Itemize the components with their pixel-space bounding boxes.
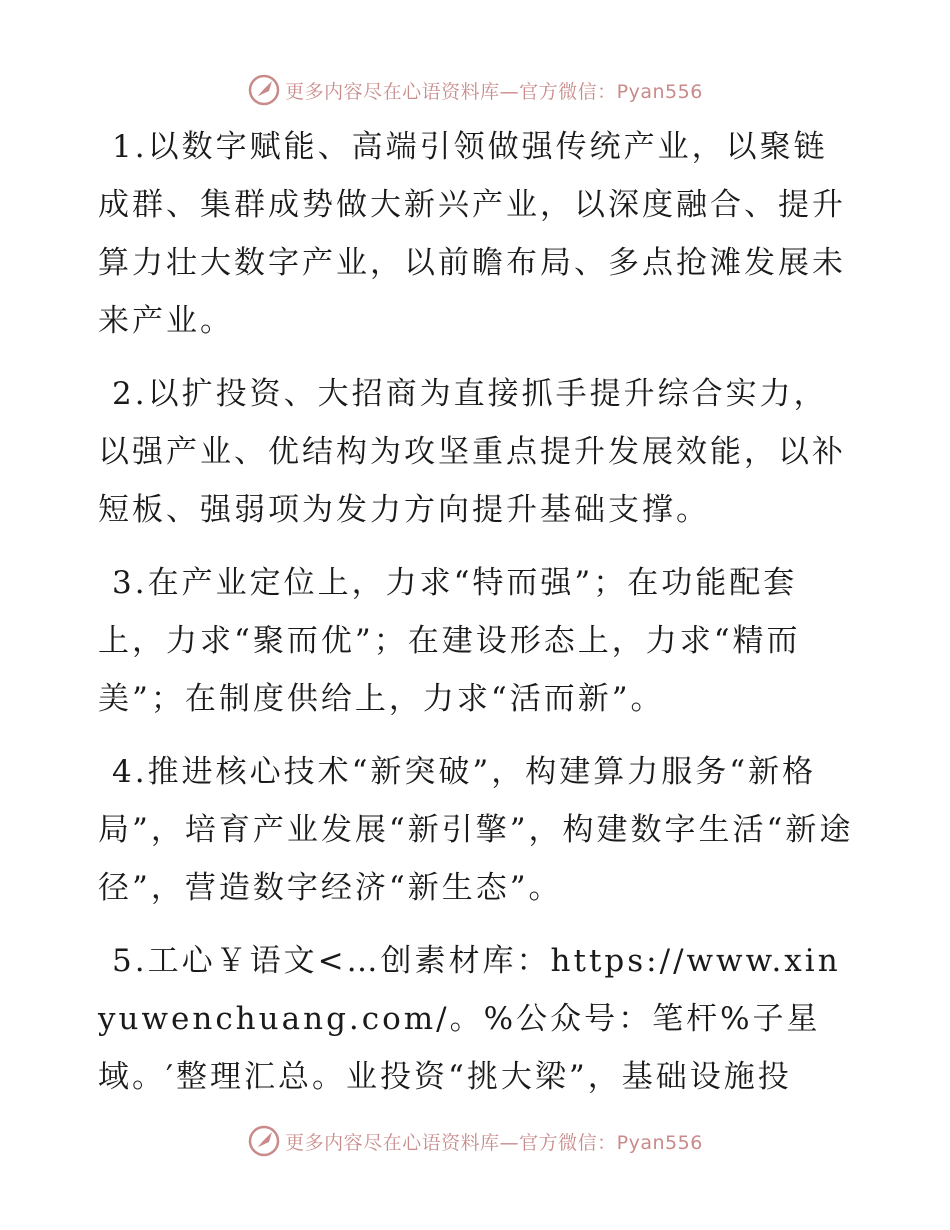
paragraph-5: 5.工心￥语文<…创素材库：https://www.xinyuwenchuang.com/。%公众号：笔杆%子星域。′整理汇总。业投资“挑大梁”，基础设施投 [98,943,841,1095]
paragraph-3: 3.在产业定位上，力求“特而强”；在功能配套上，力求“聚而优”；在建设形态上，力求“精而美”；在制度供给上，力求“活而新”。 [98,565,801,717]
paragraph-4: 4.推进核心技术“新突破”，构建算力服务“新格局”，培育产业发展“新引擎”，构建数字生活“新途径”，营造数字经济“新生态”。 [98,754,854,906]
paragraph-2: 2.以扩投资、大招商为直接抓手提升综合实力，以强产业、优结构为攻坚重点提升发展效能，以补短板、强弱项为发力方向提升基础支撑。 [98,376,846,528]
footer-watermark [0,1121,950,1161]
document-body [98,118,858,1121]
header-watermark [0,70,950,110]
paragraph-1: 1.以数字赋能、高端引领做强传统产业，以聚链成群、集群成势做大新兴产业，以深度融合、提升算力壮大数字产业，以前瞻布局、多点抢滩发展未来产业。 [98,129,846,339]
quill-logo-icon [247,1124,281,1158]
header-watermark-text: 更多内容尽在心语资料库—官方微信：Pyan556 [285,80,703,103]
quill-logo-icon [247,73,281,107]
footer-watermark-text: 更多内容尽在心语资料库—官方微信：Pyan556 [285,1131,703,1154]
